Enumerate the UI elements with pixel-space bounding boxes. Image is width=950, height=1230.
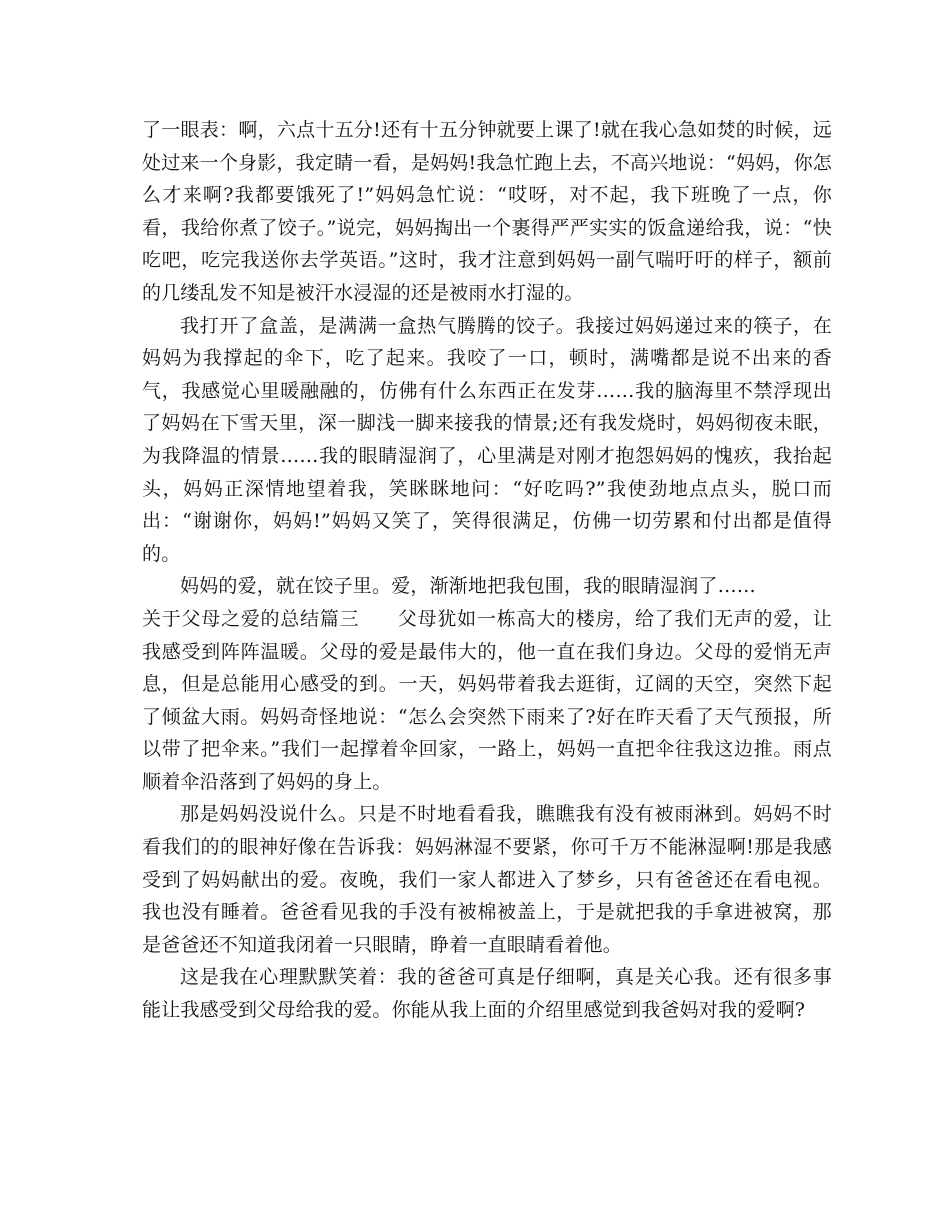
paragraph-2: 我打开了盒盖，是满满一盒热气腾腾的饺子。我接过妈妈递过来的筷子，在妈妈为我撑起的伞下，吃了起来。我咬了一口，顿时，满嘴都是说不出来的香气，我感觉心里暖融融的，仿佛有什么东西正在发芽……我的脑海里不禁浮现出了妈妈在下雪天里，深一脚浅一脚来接我的情景;还有我发烧时，妈妈彻夜未眠，为我降温的情景……我的眼睛湿润了，心里满是对刚才抱怨妈妈的愧疚，我抬起头，妈妈正深情地望着我，笑眯眯地问：“好吃吗?”我使劲地点点头，脱口而出：“谢谢你，妈妈!”妈妈又笑了，笑得很满足，仿佛一切劳累和付出都是值得的。 bbox=[142, 314, 832, 565]
paragraph-4-text: 父母犹如一栋高大的楼房，给了我们无声的爱，让我感受到阵阵温暖。父母的爱是最伟大的，他一直在我们身边。父母的爱悄无声息，但是总能用心感受的到。一天，妈妈带着我去逛街，辽阔的天空，突然下起了倾盆大雨。妈妈奇怪地说：“怎么会突然下雨来了?好在昨天看了天气预报，所以带了把伞来。”我们一起撑着伞回家，一路上，妈妈一直把伞往我这边推。雨点顺着伞沿落到了妈妈的身上。 bbox=[142, 607, 833, 793]
paragraph-5: 那是妈妈没说什么。只是不时地看看我，瞧瞧我有没有被雨淋到。妈妈不时看我们的的眼神好像在告诉我：妈妈淋湿不要紧，你可千万不能淋湿啊!那是我感受到了妈妈献出的爱。夜晚，我们一家人都进入了梦乡，只有爸爸还在看电视。我也没有睡着。爸爸看见我的手没有被棉被盖上，于是就把我的手拿进被窝，那是爸爸还不知道我闭着一只眼睛，睁着一直眼睛看着他。 bbox=[142, 803, 832, 956]
paragraph-3: 妈妈的爱，就在饺子里。爱，渐渐地把我包围，我的眼睛湿润了…… bbox=[180, 575, 757, 598]
document-body bbox=[142, 114, 832, 1027]
paragraph-1: 了一眼表：啊，六点十五分!还有十五分钟就要上课了!就在我心急如焚的时候，远处过来一个身影，我定睛一看，是妈妈!我急忙跑上去，不高兴地说：“妈妈，你怎么才来啊?我都要饿死了!”妈妈急忙说：“哎呀，对不起，我下班晚了一点，你看，我给你煮了饺子。”说完，妈妈掏出一个裹得严严实实的饭盒递给我，说：“快吃吧，吃完我送你去学英语。”这时，我才注意到妈妈一副气喘吁吁的样子，额前的几缕乱发不知是被汗水浸湿的还是被雨水打湿的。 bbox=[142, 119, 832, 304]
paragraph-6: 这是我在心理默默笑着：我的爸爸可真是仔细啊，真是关心我。还有很多事能让我感受到父母给我的爱。你能从我上面的介绍里感觉到我爸妈对我的爱啊? bbox=[142, 966, 832, 1022]
section-heading: 关于父母之爱的总结篇三 bbox=[142, 607, 360, 630]
paragraph-4 bbox=[142, 603, 832, 799]
